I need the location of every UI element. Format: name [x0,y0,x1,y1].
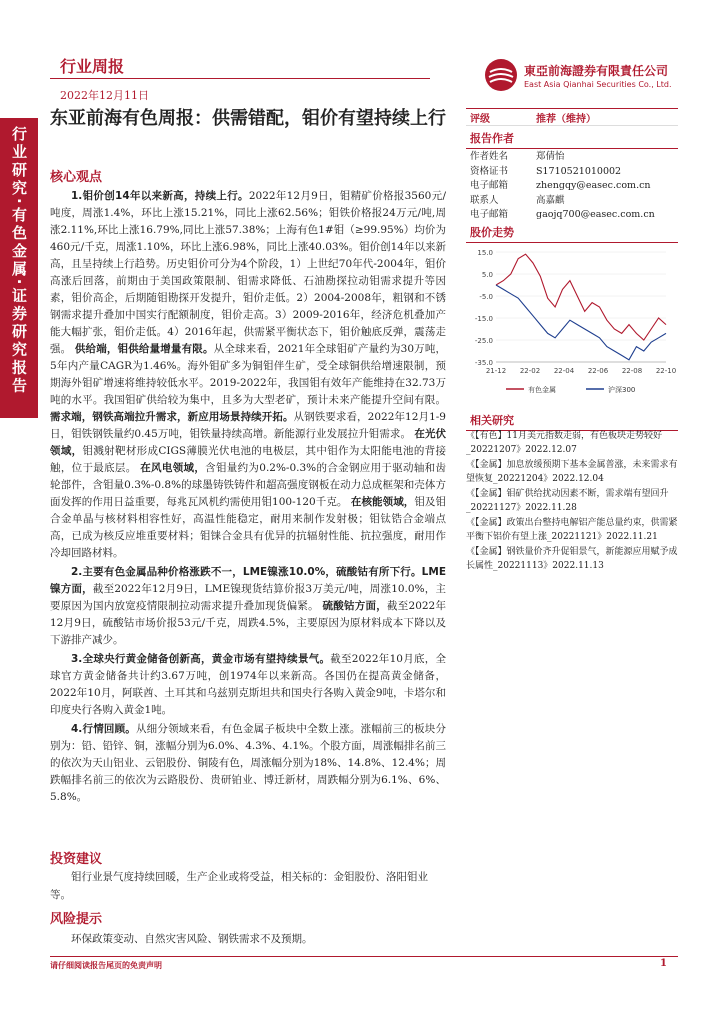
author-row [470,194,655,209]
risk-heading: 风险提示 [50,912,103,927]
core-paragraph [50,564,446,649]
related-list [466,430,678,575]
core-text: 截至2022年12月9日，LME镍现货结算价报3万美元/吨，周涨10.0%，主要原因为国内放宽疫情限制拉动需求提升叠加现货偏紧。 [50,583,447,612]
author-row [470,208,655,223]
side-category-bar [0,118,38,418]
doc-type: 行业周报 [60,57,125,76]
core-text: 截至2022年10月底，全球官方黄金储备共计约3.67万吨，创1974年以来新高。各国仍在提高黄金储备，2022年10月，阿联酋、土耳其和乌兹别克斯坦共和国央行各购入黄金9吨，卡塔尔和印度央行各购入黄金1吨。 [50,653,447,716]
x-tick-label: 22-04 [553,367,575,375]
related-item[interactable]: 《【金属】加息放缓预期下基本金属普涨，未来需求有望恢复_20221204》2022.12.04 [466,460,678,484]
core-lead: 3.全球央行黄金储备创新高，黄金市场有望持续景气。 [71,653,331,665]
y-tick-label: -25.0 [474,337,493,345]
related-heading: 相关研究 [466,412,678,431]
investment-text [50,868,446,904]
related-item[interactable]: 《【金属】钢铁量价齐升促钼景气，新能源应用赋予成长属性_20221113》2022.11.13 [466,547,678,571]
author-key: 作者姓名 [470,151,509,162]
disclaimer-note: 请仔细阅读报告尾页的免责声明 [50,961,162,970]
author-value: 高嘉麒 [536,194,565,206]
company-name-cn: 東亞前海證券有限責任公司 [524,64,669,78]
related-item[interactable]: 《【金属】钼矿供给扰动因素不断，需求端有望回升_20221127》2022.11.28 [466,489,669,513]
risk-text [50,930,446,948]
core-text: 钼及钼合金单晶与核材料相容性好，高温性能稳定，耐用来制作发射极；钼钛锆合金端点高，已成为核反应堆重要材料；钼铼合金具有优异的抗辐射性能、抗拉强度，耐用作冷却回路材料。 [50,496,447,559]
x-tick-label: 22-08 [621,367,643,375]
core-lead: 在风电领域， [140,462,206,474]
core-lead: 1.钼价创14年以来新高，持续上行。 [71,190,249,202]
rating-value: 推荐（维持） [536,113,596,125]
author-key: 电子邮箱 [470,180,509,191]
y-tick-label: -5.0 [479,293,493,301]
core-text: 钼溅射靶材形成CIGS薄膜光伏电池的电极层，其中钼作为太阳能电池的背接触，位于最底层。 [50,445,447,474]
core-body [50,188,446,808]
x-tick-label: 22-02 [519,367,541,375]
y-tick-label: 15.0 [477,249,493,257]
legend-label: 有色金属 [528,386,556,394]
core-lead: 2.主要有色金属品种价格涨跌不一，LME镍涨10.0%，硫酸钴有所下行。LME镍方面， [50,566,446,595]
x-tick-label: 22-10 [655,367,677,375]
footer-divider [50,956,678,957]
investment-paragraph: 钼行业景气度持续回暖，生产企业或将受益，相关标的：金钼股份、洛阳钼业等。 [50,871,428,901]
authors-heading: 报告作者 [466,130,678,149]
core-lead: 4.行情回顾。 [71,723,136,735]
author-value: gaojq700@easec.com.cn [536,209,655,220]
company-logo-icon [484,58,518,92]
rating-label: 评级 [470,113,490,125]
rating-row [466,108,678,126]
core-text: 2022年12月9日，钼精矿价格报3560元/吨度，周涨1.4%，环比上涨15.21%，同比上涨62.56%；钼铁价格报24万元/吨,周涨2.11%,环比上涨16.79%,同比上涨57.38%；上海有色1#钼（≥99.95%）均价为460元/千克，周涨1.10%，环比上涨6.98%，同比上涨40.03%。钼价创14年以来新高，且呈持续上行趋势。历史钼价可分为4个阶段，1）上世纪70年代-2004年，钼价高涨后回落，前期由于美国政策限制、钼需求降低、石油勘探拉动钼需求提升等因素，钼价高企，后期随钼勘探开发提升，钼价走低。2）2004-2008年，粗钢和不锈钢需求提升叠加中国实行配额制度，钼价走高。3）2009-2016年，经济危机叠加产能大幅扩张，钼价走低。4）2016年起，供需紧平衡状态下，钼价触底反弹，震荡走强。 [50,190,446,355]
core-heading: 核心观点 [50,170,103,185]
core-text: 从钢铁要求看，2022年12月1-9日，钼铁钢铁量约0.45万吨，钼铁量持续高增。新能源行业发展拉升钼需求。 [50,411,446,440]
core-paragraph [50,188,446,562]
chart-heading: 股价走势 [466,224,678,243]
author-key: 资格证书 [470,165,509,177]
core-lead: 供给端，钼供给量增量有限。 [74,343,214,355]
core-lead: 需求端，钢铁高端拉升需求，新应用场景持续开拓。 [50,411,294,423]
core-lead: 在核能领域， [350,496,415,508]
core-text: 从全球来看，2021年全球钼矿产量约为30万吨，5年内产量CAGR为1.46%。海外钼矿多为铜钼伴生矿，受全球铜供给增速限制，预期海外钼矿增速将维持较低水平。2019-2022年，我国钼有效年产能维持在32.73万吨的水平。我国钼矿供给较为集中，且多为大型老矿，预计未来产能提升空间有限。 [50,343,447,406]
core-text: 从细分领域来看，有色金属子板块中全数上涨。涨幅前三的板块分别为：铅、铅锌、铜，涨幅分别为6.0%、4.3%、4.1%。个股方面，周涨幅排名前三的依次为天山铝业、云铝股份、铜陵有色，周涨幅分别为18%、14.8%、12.4%；周跌幅排名前三的依次为云路股份、贵研铂业、博迁新材，周跌幅分别为6.1%、6%、5.8%。 [50,723,447,803]
core-text: 含钼量约为0.2%-0.3%的合金钢应用于驱动轴和齿轮部件，含钼量0.3%-0.8%的球墨铸铁铸件和超高强度钢板在动力总成框架和壳体方面发挥的作用日益重要，每兆瓦风机约需使用钼100-120千克。 [50,462,446,508]
legend-label: 沪深300 [608,386,636,394]
core-paragraph [50,651,446,719]
core-lead: 在光伏领域， [50,428,446,457]
author-row [470,165,655,180]
core-text: 截至2022年12月9日，硫酸钴市场价报53元/千克，周跌4.5%，主要原因为原材料成本下降以及下游排产减少。 [50,600,446,646]
author-value: S1710521010002 [536,165,622,177]
author-table [470,150,655,223]
related-item[interactable]: 《【金属】政策出台整持电解铝产能总量约束，供需紧平衡下铝价有望上涨_20221121》2022.11.21 [466,518,678,542]
header-divider [50,78,430,79]
core-lead: 硫酸钴方面， [322,600,387,612]
y-tick-label: 5.0 [481,271,493,279]
author-row [470,150,655,165]
core-paragraph [50,721,446,806]
company-name-en: East Asia Qianhai Securities Co., Ltd. [524,80,672,89]
author-value: 郑倩怡 [536,151,565,162]
author-key: 电子邮箱 [470,209,509,220]
x-tick-label: 21-12 [485,367,507,375]
author-row [470,179,655,194]
y-tick-label: -35.0 [474,359,493,367]
author-key: 联系人 [470,194,499,206]
y-tick-label: -15.0 [474,315,493,323]
risk-paragraph: 环保政策变动、自然灾害风险、钢铁需求不及预期。 [71,933,313,945]
author-value: zhengqy@easec.com.cn [536,180,651,191]
page-number: 1 [660,958,667,969]
report-date: 2022年12月11日 [60,89,149,102]
x-tick-label: 22-06 [587,367,609,375]
related-item[interactable]: 《【有色】11月美元指数走弱，有色板块走势较好_20221207》2022.12.07 [466,431,662,455]
side-category-label: 行业研究·有色金属·证券研究报告 [10,126,28,396]
price-chart [466,244,678,404]
report-title: 东亚前海有色周报：供需错配，钼价有望持续上行 [50,108,446,129]
investment-heading: 投资建议 [50,852,103,867]
